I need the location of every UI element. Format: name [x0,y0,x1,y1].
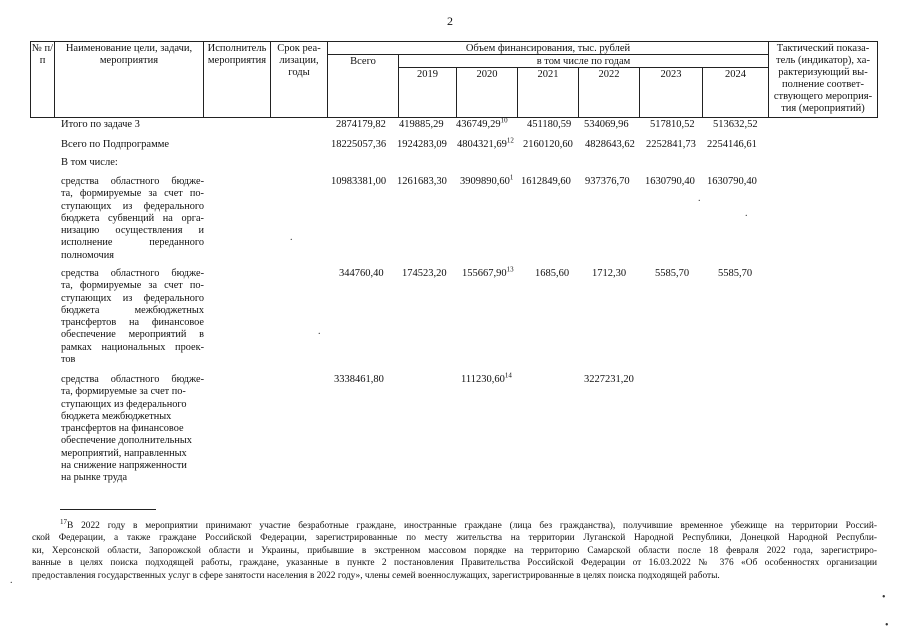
row-2019: 1261683,30 [397,176,447,187]
header-by-years: в том числе по годам [536,56,631,67]
row-name: Всего по Подпрограмме [61,139,170,150]
header-year: 2024 [725,69,746,80]
row-2022: 4828643,62 [585,139,635,150]
row-2023: 2252841,73 [646,139,696,150]
row-2020: 4804321,69$^{12}$ [457,136,514,150]
row-2024: 2254146,61 [707,139,757,150]
row-2023: 1630790,40 [645,176,695,187]
row-name: Итого по задаче 3 [61,119,140,130]
row-2022: 1712,30 [592,268,627,279]
row-2021: 2160120,60 [523,139,573,150]
header-executor: Исполнитель мероприятия [207,43,267,66]
row-2019: 1924283,09 [397,139,447,150]
row-2020: 155667,90$^{13}$ [462,265,514,279]
row-2019: 419885,29 [399,119,444,130]
row-total: 10983381,00 [331,176,387,187]
row-total: 18225057,36 [331,139,387,150]
row-2020: 3909890,60$^1$ [460,173,514,187]
header-term: Срок реа-лизации, годы [277,43,321,78]
row-description: средства областного бюдже- та, формируемые за счет по- ступающих из федерального бюджета межбюджетных трансфертов на финансовое обеспечение дополнительных мероприятий, направленных на снижение напряженности на рынке труда [61,374,204,484]
row-2024: 513632,52 [713,119,758,130]
col-sep [768,41,769,117]
row-2020: 111230,60$^{14}$ [461,371,512,385]
row-2023: 5585,70 [655,268,690,279]
row-name: В том числе: [61,157,118,168]
scan-speck: • [882,592,886,603]
col-sep [54,41,55,117]
row-2022: 534069,96 [584,119,629,130]
scan-speck: . [745,208,748,219]
scan-speck: . [10,575,13,586]
page-number: 2 [447,14,453,28]
header-year: 2020 [476,69,498,80]
row-2021: 1612849,60 [521,176,571,187]
row-2024: 1630790,40 [707,176,757,187]
row-description: средства областного бюдже- та, формируемые за счет по- ступающих из федерального бюджета межбюджетных трансфертов на финансовое обеспечение мероприятий в рамках национальных проек- тов [61,268,204,366]
header-top-border [30,41,878,42]
row-total: 3338461,80 [334,374,384,385]
footnote-separator [60,509,156,510]
header-year: 2021 [537,69,559,80]
row-total: 2874179,82 [336,119,386,130]
footnote: $^{17}$В 2022 году в мероприятии принимают участие безработные граждане, иностранные граждане (лица без гражданства), получившие временное убежище на территории Россий- ской Федерации, а также граждане Российской Федерации, зарегистрированные по месту жительства на территории Луганской Народной Республики, Донецкой Народной Республи- ки, Херсонской области, Запорожской области и Украины, прибывшие в экстренном массовом порядке на территорию Самарской области после 18 февраля 2022 года, зарегистриро- ванные в целях поиска подходящей работы, граждане, указанные в пункте 2 постановления Правительства Российской Федерации от 16.03.2022 № 376 «Об особенностях организации предоставления государственных услуг в сфере занятости населения в 2022 году», члены семей военнослужащих, зарегистрированные в целях поиска подходящей работы. [32,517,877,581]
row-2024: 5585,70 [718,268,753,279]
row-description: средства областного бюдже- та, формируемые за счет по- ступающих из федерального бюджета субвенций на орга- низацию осуществления и исполнение переданного полномочия [61,176,204,261]
header-year: 2023 [660,69,682,80]
col-sep [270,41,271,117]
header-bottom-border [30,117,878,118]
row-total: 344760,40 [339,268,384,279]
scan-speck: • [885,620,889,631]
row-2021: 451180,59 [527,119,572,130]
row-2019: 174523,20 [402,268,447,279]
footnote-number: 17 [60,517,67,526]
table-header [30,41,878,117]
header-total: Всего [350,56,376,67]
row-2020: 436749,29$^{10}$ [456,116,508,130]
row-2022: 3227231,20 [584,374,634,385]
header-volume: Объем финансирования, тыс. рублей [465,43,631,54]
header-right-border [877,41,878,117]
header-indicator: Тактический показа-тель (индикатор), ха-рактеризующий вы-полнение соответ-ствующего мероприя-тия (мероприятий) [773,43,873,114]
row-2022: 937376,70 [585,176,630,187]
row-2021: 1685,60 [535,268,570,279]
header-year: 2019 [417,69,438,80]
scan-speck: . [290,232,293,243]
scan-speck: . [698,193,701,204]
header-name: Наименование цели, задачи, мероприятия [65,43,193,66]
scan-speck: . [318,326,321,337]
header-year: 2022 [598,69,620,80]
row-2023: 517810,52 [650,119,695,130]
header-num: № п/п [31,43,54,66]
